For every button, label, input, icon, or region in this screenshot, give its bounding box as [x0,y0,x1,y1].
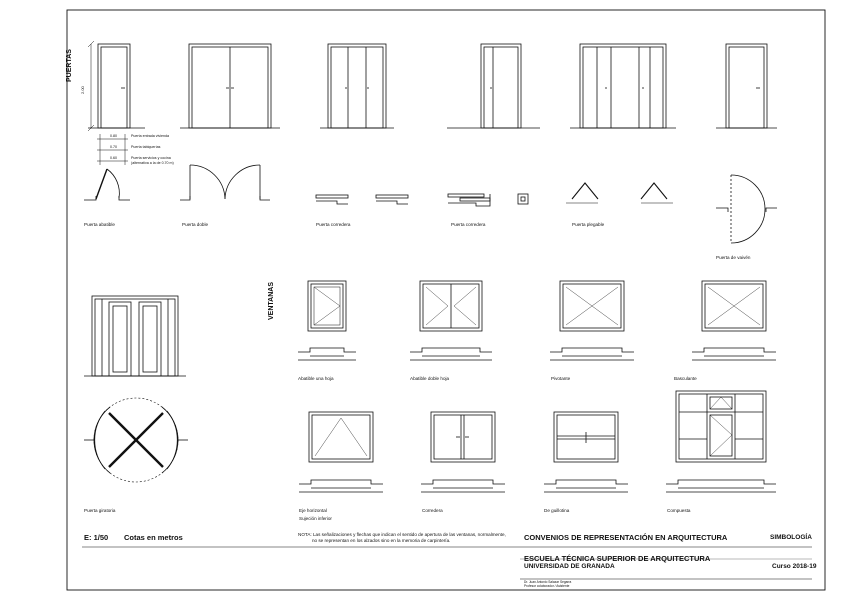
width-value-2: 0.70 [110,145,117,149]
door-plan-abatible [84,169,130,200]
label-compuesta: Compuesta [667,508,691,513]
width-note: (alternativa a la de 0.70 m) [131,161,174,165]
window-basculante [692,281,776,360]
title-block-lines [82,547,812,579]
label-puerta-abatible: Puerta abatible [84,222,115,227]
door-plan-doble [180,165,270,200]
door-plan-vaiven [716,175,777,243]
door-plan-giratoria [84,398,188,482]
units-label: Cotas en metros [124,533,183,542]
credit-line-1: Dr. Juan Antonio Salazar Segarra [524,580,572,584]
label-puerta-vaiven: Puerta de vaivén [716,255,751,260]
section-doors-title: PUERTAS [66,49,73,82]
school-name: ESCUELA TÉCNICA SUPERIOR DE ARQUITECTURA [524,554,711,563]
label-basculante: Basculante [674,376,697,381]
label-sujecion-inferior: Sujeción inferior [299,516,332,521]
window-pivotante [550,281,634,360]
door-elevation-corredera-2 [447,44,540,128]
label-corredera: Corredera [422,508,443,513]
door-elevation-giratoria [84,296,186,376]
height-dimension-label: 2.00 [80,86,85,94]
window-eje-horizontal [299,412,383,492]
label-abatible-doble-hoja: Abatible doble hoja [410,376,450,381]
window-guillotina [544,412,628,492]
label-puerta-plegable: Puerta plegable [572,222,605,227]
label-puerta-doble: Puerta doble [182,222,209,227]
width-desc-2: Puerta tabiquerías [131,145,161,149]
label-puerta-corredera-1: Puerta corredera [316,222,351,227]
sheet-border [67,10,825,590]
label-de-guillotina: De guillotina [544,508,570,513]
door-elevation-doble [180,44,280,128]
door-elevation-abatible [88,41,145,131]
window-abatible-doble [410,281,492,360]
label-pivotante: Pivotante [551,376,571,381]
label-puerta-giratoria: Puerta giratoria [84,508,116,513]
course-label: Curso 2018-19 [772,563,817,570]
door-elevation-corredera-1 [320,44,394,128]
note-line-2: no se representan en los alzados sino en la memoria de carpintería. [312,538,451,543]
door-plan-corredera-1 [316,195,408,204]
door-plan-plegable [566,183,673,203]
width-desc-3: Puerta servicios y cocina [131,156,171,160]
door-elevation-vaiven [716,44,777,128]
scale-label: E: 1/50 [84,533,109,542]
section-windows-title: VENTANAS [268,282,275,320]
label-puerta-corredera-2: Puerta corredera [451,222,486,227]
window-abatible-una [298,281,356,360]
window-compuesta [666,391,776,492]
window-corredera [421,412,505,492]
drawing-title: CONVENIOS DE REPRESENTACIÓN EN ARQUITECTURA [524,533,728,542]
width-desc-1: Puerta entrada vivienda [131,134,169,138]
university-name: UNIVERSIDAD DE GRANADA [524,563,615,570]
width-value-3: 0.60 [110,156,117,160]
door-elevation-plegable [570,44,676,128]
note-line-1: NOTA: Las señalizaciones y flechas que indican el sentido de apertura de las ventanas, normalmente, [298,532,506,537]
width-value-1: 0.80 [110,134,117,138]
drawing-topic: SIMBOLOGÍA [770,534,812,541]
credit-line-2: Profesor colaborador / Asistente [524,584,570,588]
label-abatible-una-hoja: Abatible una hoja [298,376,334,381]
door-plan-corredera-2 [448,194,528,206]
label-eje-horizontal: Eje horizontal [299,508,327,513]
